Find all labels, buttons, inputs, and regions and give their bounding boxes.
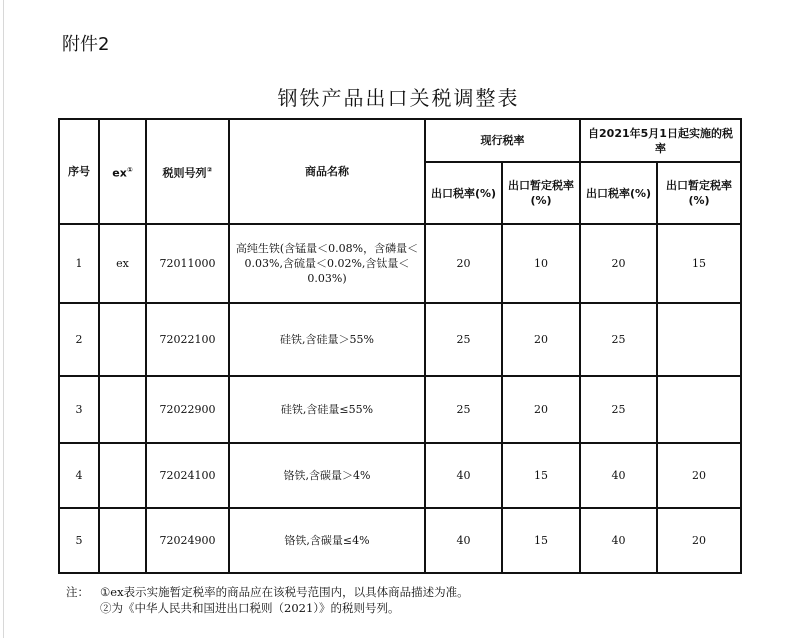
header-future-export-rate: 出口税率(%): [580, 162, 657, 224]
cell-future-export: 40: [580, 508, 657, 573]
cell-current-export: 40: [425, 443, 502, 508]
cell-name: 铬铁,含碳量≤4%: [229, 508, 425, 573]
cell-future-temp: [657, 303, 741, 376]
document-title: 钢铁产品出口关税调整表: [277, 86, 520, 110]
header-current-export-rate: 出口税率(%): [425, 162, 502, 224]
cell-future-export: 40: [580, 443, 657, 508]
attachment-label: 附件2: [62, 34, 110, 55]
cell-seq: 1: [59, 224, 99, 303]
header-code-mark: ②: [206, 165, 213, 174]
note-1-text: ①ex表示实施暂定税率的商品应在该税号范围内，以具体商品描述为准。: [100, 585, 469, 599]
table-row: [59, 508, 741, 573]
note-line-1: [66, 584, 469, 600]
cell-name: 高纯生铁(含锰量＜0.08%，含磷量＜0.03%,含硫量＜0.02%,含钛量＜0.03%): [229, 224, 425, 303]
cell-current-temp: 10: [502, 224, 580, 303]
cell-future-temp: 20: [657, 443, 741, 508]
header-seq: 序号: [59, 119, 99, 224]
cell-name: 硅铁,含硅量≤55%: [229, 376, 425, 443]
cell-future-temp: [657, 376, 741, 443]
header-code-text: 税则号列: [162, 166, 207, 180]
header-ex: [99, 119, 146, 224]
cell-ex: [99, 443, 146, 508]
cell-code: 72022900: [146, 376, 229, 443]
cell-current-temp: 20: [502, 376, 580, 443]
table-row: [59, 443, 741, 508]
cell-future-temp: 20: [657, 508, 741, 573]
cell-code: 72011000: [146, 224, 229, 303]
note-2-text: ②为《中华人民共和国进出口税则（2021）》的税则号列。: [100, 601, 400, 615]
cell-seq: 5: [59, 508, 99, 573]
cell-ex: ex: [99, 224, 146, 303]
table-row: [59, 303, 741, 376]
cell-current-export: 40: [425, 508, 502, 573]
cell-current-export: 25: [425, 303, 502, 376]
header-name: 商品名称: [229, 119, 425, 224]
cell-current-export: 25: [425, 376, 502, 443]
cell-name: 硅铁,含硅量＞55%: [229, 303, 425, 376]
table-row: [59, 376, 741, 443]
header-current-temp-rate: 出口暂定税率(%): [502, 162, 580, 224]
header-future-group: 自2021年5月1日起实施的税率: [580, 119, 741, 162]
cell-ex: [99, 508, 146, 573]
tariff-table: [58, 118, 742, 574]
cell-current-temp: 15: [502, 443, 580, 508]
header-ex-text: ex: [112, 166, 127, 180]
header-ex-mark: ①: [126, 165, 133, 174]
cell-code: 72022100: [146, 303, 229, 376]
cell-name: 铬铁,含碳量＞4%: [229, 443, 425, 508]
header-row-1: [59, 119, 741, 162]
cell-ex: [99, 303, 146, 376]
cell-seq: 2: [59, 303, 99, 376]
cell-code: 72024100: [146, 443, 229, 508]
cell-seq: 4: [59, 443, 99, 508]
cell-ex: [99, 376, 146, 443]
header-future-temp-rate: 出口暂定税率(%): [657, 162, 741, 224]
cell-future-export: 20: [580, 224, 657, 303]
cell-future-export: 25: [580, 303, 657, 376]
cell-code: 72024900: [146, 508, 229, 573]
note-line-2: [66, 600, 469, 616]
cell-future-export: 25: [580, 376, 657, 443]
header-current-group: 现行税率: [425, 119, 580, 162]
cell-current-temp: 15: [502, 508, 580, 573]
cell-current-export: 20: [425, 224, 502, 303]
table-notes: [66, 584, 469, 616]
cell-current-temp: 20: [502, 303, 580, 376]
cell-future-temp: 15: [657, 224, 741, 303]
table-row: [59, 224, 741, 303]
cell-seq: 3: [59, 376, 99, 443]
notes-label: 注：: [66, 585, 89, 599]
header-code: [146, 119, 229, 224]
